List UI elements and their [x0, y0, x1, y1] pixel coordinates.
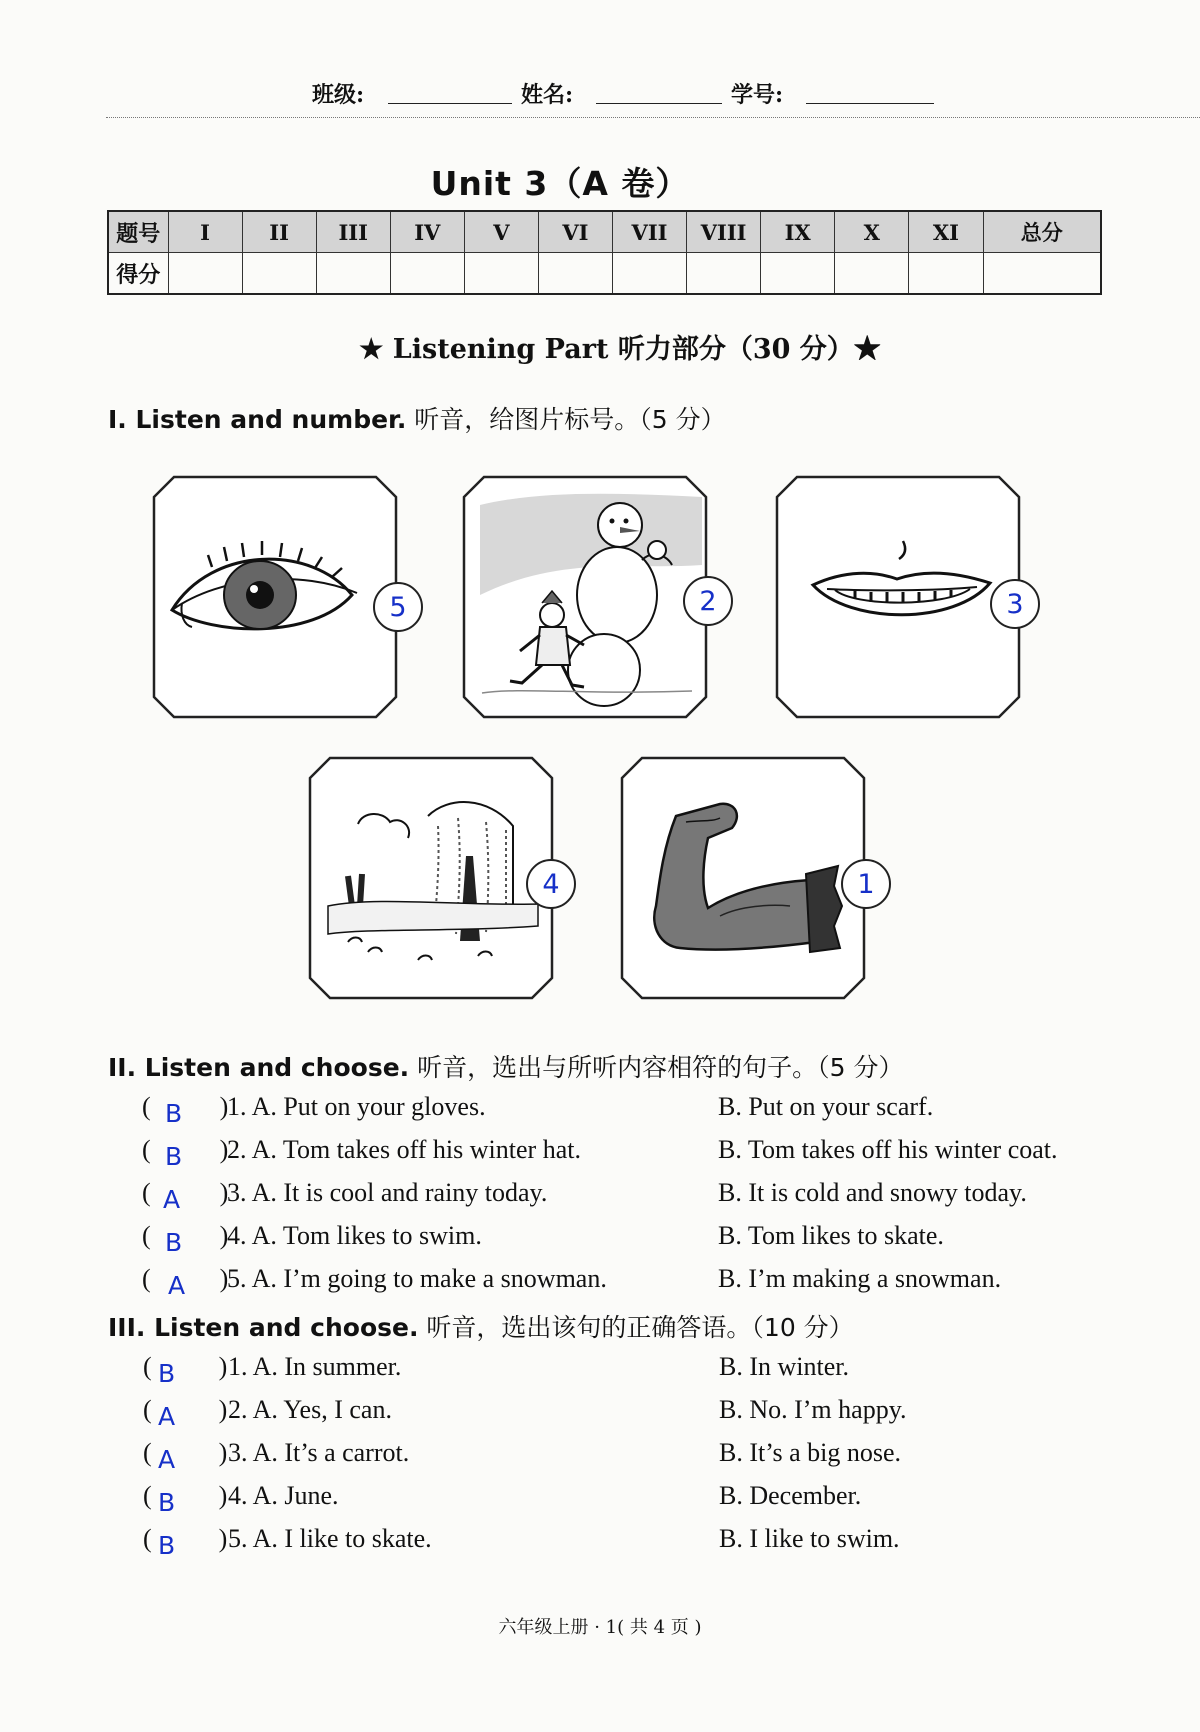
- score-cell[interactable]: [168, 253, 242, 295]
- section-1-heading: [108, 400, 726, 436]
- section-3-heading: [108, 1308, 854, 1344]
- score-cell[interactable]: [835, 253, 909, 295]
- score-column-header: VII: [612, 211, 686, 253]
- option-b: B. Tom takes off his winter coat.: [718, 1135, 1058, 1164]
- section-2-title-zh: 听音，选出与所听内容相符的句子。（5 分）: [417, 1053, 904, 1082]
- section-1-title-en: I. Listen and number.: [108, 405, 407, 434]
- section-3-question-4: ( ): [143, 1481, 228, 1510]
- page-footer: 六年级上册 · 1( 共 4 页 ): [498, 1617, 702, 1638]
- answer-mark[interactable]: A: [163, 1185, 181, 1214]
- section-2-heading: [108, 1048, 903, 1084]
- listening-part-banner: ★ Listening Part 听力部分（30 分）★: [359, 334, 881, 365]
- section-3-question-1: ( ): [143, 1352, 228, 1381]
- score-column-header: IV: [390, 211, 464, 253]
- picture-number-badge[interactable]: 1: [841, 859, 891, 909]
- answer-mark[interactable]: B: [165, 1099, 183, 1128]
- section-2-question-1: ( ): [142, 1092, 229, 1121]
- score-cell[interactable]: [687, 253, 761, 295]
- option-b: B. No. I’m happy.: [719, 1395, 907, 1424]
- score-cell[interactable]: [390, 253, 464, 295]
- section-2-question-4: ( ): [142, 1221, 229, 1250]
- picture-number-badge[interactable]: 3: [990, 579, 1040, 629]
- option-b: B. I like to swim.: [719, 1524, 900, 1553]
- score-table-score-row: [108, 253, 1101, 295]
- option-a: 3. A. It is cool and rainy today.: [227, 1178, 548, 1207]
- score-cell[interactable]: [242, 253, 316, 295]
- section-3-question-5: ( ): [143, 1524, 228, 1553]
- option-b: B. It’s a big nose.: [719, 1438, 901, 1467]
- score-cell[interactable]: [761, 253, 835, 295]
- picture-number-badge[interactable]: 2: [683, 576, 733, 626]
- mouth-picture: [775, 475, 1021, 719]
- section-3-question-3: ( ): [143, 1438, 228, 1467]
- header-divider: [106, 117, 1200, 118]
- score-label: 得分: [108, 253, 168, 295]
- score-column-header: XI: [909, 211, 983, 253]
- eye-picture: [152, 475, 398, 719]
- question-number-label: 题号: [108, 211, 168, 253]
- option-a: 2. A. Tom takes off his winter hat.: [227, 1135, 581, 1164]
- picture-number-badge[interactable]: 5: [373, 582, 423, 632]
- answer-mark[interactable]: B: [158, 1531, 176, 1560]
- score-column-header: IX: [761, 211, 835, 253]
- score-column-header: III: [316, 211, 390, 253]
- winter-trees-picture: [308, 756, 554, 1000]
- score-cell[interactable]: [538, 253, 612, 295]
- answer-mark[interactable]: B: [165, 1142, 183, 1171]
- score-cell[interactable]: [909, 253, 983, 295]
- answer-mark[interactable]: B: [165, 1228, 183, 1257]
- student-id-field[interactable]: [806, 103, 934, 104]
- score-column-header: II: [242, 211, 316, 253]
- total-score-header: 总分: [983, 211, 1101, 253]
- option-b: B. December.: [719, 1481, 862, 1510]
- score-column-header: I: [168, 211, 242, 253]
- section-2-question-3: ( ): [142, 1178, 229, 1207]
- picture-number-badge[interactable]: 4: [526, 859, 576, 909]
- score-cell[interactable]: [464, 253, 538, 295]
- option-a: 5. A. I like to skate.: [228, 1524, 432, 1553]
- section-2-title-en: II. Listen and choose.: [108, 1053, 410, 1082]
- answer-mark[interactable]: B: [158, 1488, 176, 1517]
- answer-mark[interactable]: B: [158, 1359, 176, 1388]
- score-column-header: X: [835, 211, 909, 253]
- option-b: B. Put on your scarf.: [718, 1092, 934, 1121]
- page-title: Unit 3（A 卷）: [430, 164, 690, 203]
- option-a: 5. A. I’m going to make a snowman.: [227, 1264, 607, 1293]
- option-b: B. In winter.: [719, 1352, 849, 1381]
- option-a: 4. A. June.: [228, 1481, 339, 1510]
- section-3-title-en: III. Listen and choose.: [108, 1313, 419, 1342]
- student-id-label: 学号:: [731, 82, 784, 108]
- class-field[interactable]: [388, 103, 512, 104]
- answer-mark[interactable]: A: [158, 1445, 176, 1474]
- score-column-header: V: [464, 211, 538, 253]
- section-3-title-zh: 听音，选出该句的正确答语。（10 分）: [426, 1313, 854, 1342]
- answer-mark[interactable]: A: [158, 1402, 176, 1431]
- section-3-question-2: ( ): [143, 1395, 228, 1424]
- score-cell[interactable]: [316, 253, 390, 295]
- name-field[interactable]: [596, 103, 722, 104]
- option-a: 3. A. It’s a carrot.: [228, 1438, 410, 1467]
- option-a: 1. A. In summer.: [228, 1352, 402, 1381]
- score-cell[interactable]: [612, 253, 686, 295]
- arm-picture: [620, 756, 866, 1000]
- option-b: B. It is cold and snowy today.: [718, 1178, 1027, 1207]
- option-b: B. I’m making a snowman.: [718, 1264, 1002, 1293]
- score-column-header: VIII: [687, 211, 761, 253]
- score-table-header-row: [108, 211, 1101, 253]
- name-label: 姓名:: [521, 82, 574, 108]
- answer-mark[interactable]: A: [168, 1271, 186, 1300]
- section-2-question-2: ( ): [142, 1135, 229, 1164]
- option-a: 2. A. Yes, I can.: [228, 1395, 392, 1424]
- section-2-question-5: ( ): [142, 1264, 229, 1293]
- option-a: 1. A. Put on your gloves.: [227, 1092, 486, 1121]
- class-label: 班级:: [312, 82, 365, 108]
- option-a: 4. A. Tom likes to swim.: [227, 1221, 482, 1250]
- score-table: [107, 210, 1102, 295]
- option-b: B. Tom likes to skate.: [718, 1221, 944, 1250]
- score-column-header: VI: [538, 211, 612, 253]
- total-score-cell[interactable]: [983, 253, 1101, 295]
- section-1-title-zh: 听音，给图片标号。（5 分）: [414, 405, 726, 434]
- snowman-picture: [462, 475, 708, 719]
